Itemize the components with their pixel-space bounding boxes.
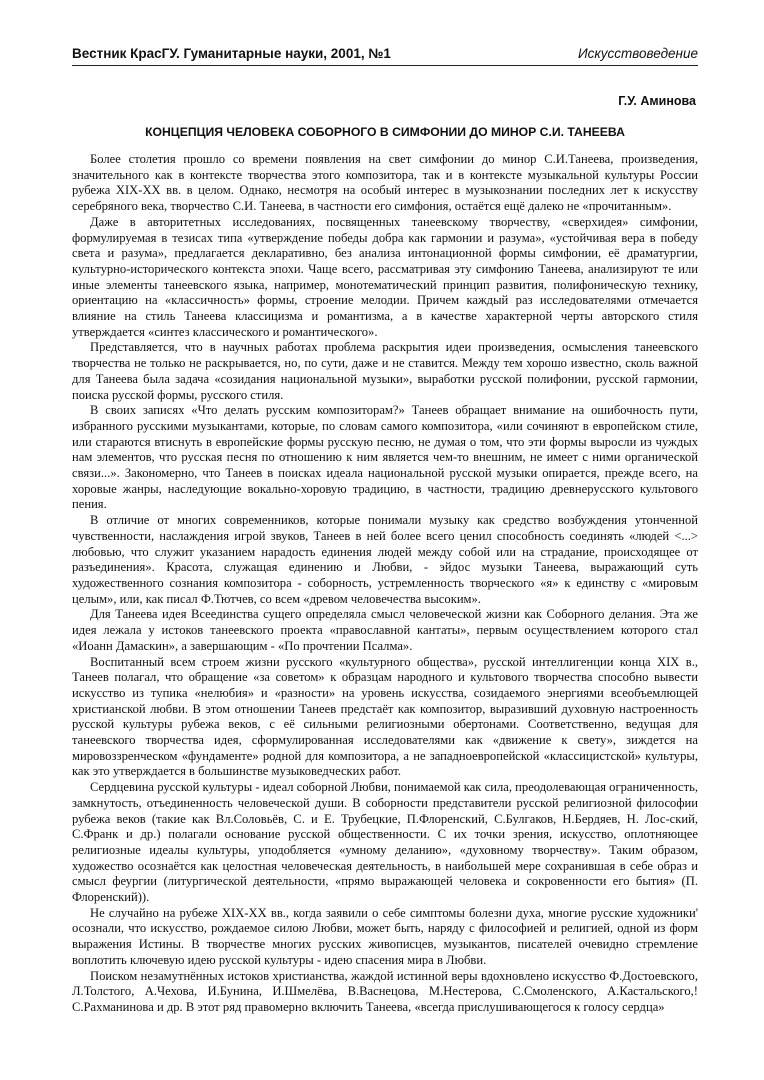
article-title: КОНЦЕПЦИЯ ЧЕЛОВЕКА СОБОРНОГО В СИМФОНИИ ДО МИНОР С.И. ТАНЕЕВА <box>145 125 625 139</box>
body-paragraph: Даже в авторитетных исследованиях, посвященных танеевскому творчеству, «сверхидея» симфонии, формулируемая в тезисах типа «утверждение победы добра как гармонии и разума», «устойчивая вера в победу света и разума», предлагается декларативно, без анализа интонационной формы симфонии, её драматургии, культурно-исторического контекста эпохи. Чаще всего, рассматривая эту симфонию Танеева, анализируют те или иные элементы танеевского языка, например, монотематический принцип развития, полифоническую технику, ориентацию на «классичность» формы, строение мелодии. Причем каждый раз исследователями отмечается влияние на стиль Танеева классицизма и романтизма, а в качестве характерной черты авторского стиля утверждается «синтез классического и романтического». <box>72 214 698 339</box>
body-paragraph: Более столетия прошло со времени появления на свет симфонии до минор С.И.Танеева, произведения, значительного как в контексте творчества этого композитора, так и в контексте музыкальной культуры России рубежа XIX-XX вв. в целом. Однако, несмотря на особый интерес в музыкознании последних лет к искусству серебряного века, творчество С.И. Танеева, в частности его симфония, остаётся ещё далеко не «прочитанным». <box>72 152 698 214</box>
header-divider <box>72 65 698 66</box>
body-paragraph: Поиском незамутнённых истоков христианства, жаждой истинной веры вдохновлено искусство Ф.Достоевского, Л.Толстого, А.Чехова, И.Бунина, И.Шмелёва, В.Васнецова, М.Нестерова, С.Смоленского, А.Кастальского,! С.Рахманинова и др. В этот ряд правомерно включить Танеева, «всегда прислушивающегося к голосу сердца» <box>72 968 698 1014</box>
body-paragraph: Не случайно на рубеже XIX-XX вв., когда заявили о себе симптомы болезни духа, многие русские художники' осознали, что искусство, рождаемое силою Любви, может быть, наряду с философией и религией, одной из форм выражения Истины. В творчестве многих русских живописцев, музыкантов, писателей очевидно стремление воплотить ключевую идею русской культуры - идею спасения мира в Любви. <box>72 905 699 967</box>
body-paragraph: Представляется, что в научных работах проблема раскрытия идеи произведения, осмысления танеевского творчества не только не раскрывается, но, по сути, даже и не ставится. Между тем хорошо известно, сколь важной для Танеева была задача «созидания национальной музыки», выработки русской полифонии, русской гармонии, поиска русской формы, русского стиля. <box>72 340 698 402</box>
body-paragraph: Сердцевина русской культуры - идеал соборной Любви, понимаемой как сила, преодолевающая ограниченность, замкнутость, отъединенность человеческой души. В соборности представители русской религиозной философии рубежа веков (такие как Вл.Соловьёв, С. и Е. Трубецкие, П.Флоренский, С.Булгаков, Н.Бердяев, Н. Лос-ский, С.Франк и др.) полагали основание русской общественности. С их точки зрения, искусство, оплотняющее религиозные идеалы культуры, уподобляется «умному деланию», «духовному творчеству». Таким образом, художество осознаётся как целостная человеческая деятельность, в наибольшей мере сохранившая в себе образ и смысл феургии (литургической деятельности, «прямо выражающей человека и сокровенности его бытия» (П. Флоренский)). <box>72 780 698 905</box>
body-paragraph: В своих записях «Что делать русским композиторам?» Танеев обращает внимание на ошибочность пути, избранного русскими музыкантами, которые, по словам самого композитора, «или сочиняют в европейском стиле, или стараются втиснуть в европейские формы русскую песню, не думая о том, что эти формы выросли из чуждых нам элементов, что русская песня по отношению к ним является чем-то внешним, не имеет с ними органической связи...». Закономерно, что Танеев в поисках идеала национальной русской музыки опирается, прежде всего, на хоровые жанры, наследующие вокально-хоровую традицию, в частности, традицию древнерусского культового пения. <box>72 403 698 512</box>
journal-title: Вестник КрасГУ. Гуманитарные науки, 2001, №1 <box>72 46 391 61</box>
running-header <box>72 46 698 66</box>
article-author: Г.У. Аминова <box>618 94 696 108</box>
body-paragraph: Воспитанный всем строем жизни русского «культурного общества», русской интеллигенции конца XIX в., Танеев полагал, что обращение «за советом» к образцам народного и культового творчества способно вывести искусство из тупика «нелюбия» и «разности» на уровень искусства, созидаемого энергиями всеобъемлющей христианской любви. В этом отношении Танеев предстаёт как композитор, выразивший духовную настроенность русской культуры рубежа веков, с её сильными религиозными обертонами. Соответственно, ведущая для танеевского творчества идея, сформулированная исследователями как «движение к свету», зиждется на мировоззренческом «фундаменте» родной для композитора, а не западноевропейской «классицистской» культуры, как это утверждается в большинстве музыковедческих работ. <box>72 654 698 779</box>
section-name: Искусствоведение <box>577 46 698 61</box>
body-paragraph: Для Танеева идея Всеединства сущего определяла смысл человеческой жизни как Соборного делания. Эта же идея лежала у истоков танеевского проекта «православной кантаты», первым осуществлением которого стал «Иоанн Дамаскин», а завершающим - «По прочтении Псалма». <box>72 607 698 653</box>
article-body <box>72 152 698 1016</box>
body-paragraph: В отличие от многих современников, которые понимали музыку как средство возбуждения утонченной чувственности, наслаждения игрой звуков, Танеев в ней более всего ценил способность соединять «людей <...> любовью, что служит указанием нарадость единения людей между собой или на страдание, происходящее от разъединения». Красота, служащая единению и Любви, - эйдос музыки Танеева, выражающий суть художественного сознания композитора - соборность, устремленность творческого «я» к единству с «мировым целым», или, как писал Ф.Тютчев, со всем «древом человечества высоким». <box>72 513 698 606</box>
